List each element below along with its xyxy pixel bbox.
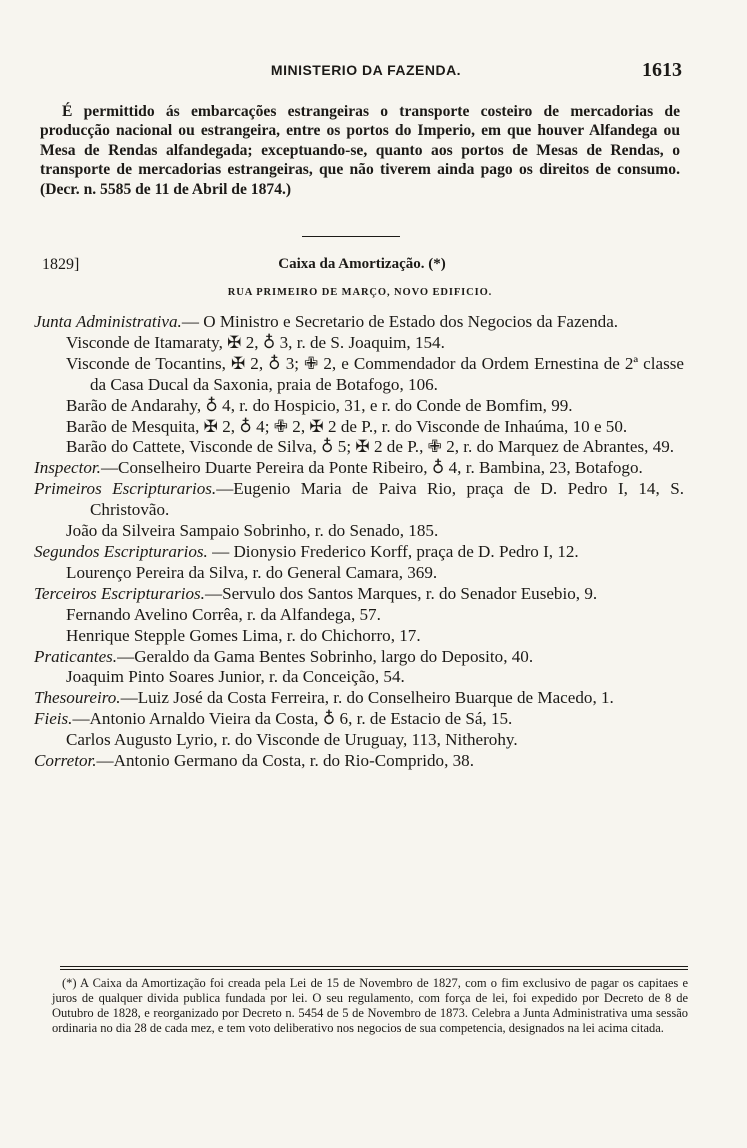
list-item — [34, 584, 684, 605]
page-number: 1613 — [642, 59, 682, 81]
entry-text: Barão de Andarahy, ♁ 4, r. do Hospicio, 31, e r. do Conde de Bomfim, 99. — [66, 395, 573, 415]
list-item — [34, 354, 684, 396]
list-item — [34, 542, 684, 563]
entry-text: —Servulo dos Santos Marques, r. do Senador Eusebio, 9. — [204, 583, 598, 603]
list-item — [34, 626, 684, 647]
entry-text: Carlos Augusto Lyrio, r. do Visconde de Uruguay, 113, Nitherohy. — [66, 730, 518, 750]
entry-text: João da Silveira Sampaio Sobrinho, r. do Senado, 185. — [66, 521, 439, 541]
entry-text: — Dionysio Frederico Korff, praça de D. Pedro I, 12. — [207, 541, 579, 561]
list-item — [34, 437, 684, 458]
list-item — [34, 333, 684, 354]
entry-text: —Antonio Arnaldo Vieira da Costa, ♁ 6, r. de Estacio de Sá, 15. — [72, 709, 513, 729]
role-label: Fieis. — [34, 709, 73, 729]
list-item — [34, 396, 684, 417]
list-item — [34, 647, 684, 668]
list-item — [34, 521, 684, 542]
entry-text: Visconde de Tocantins, ✠ 2, ♁ 3; ✙ 2, e Commendador da Ordem Ernestina de 2ª classe da Casa Ducal da Saxonia, praia de Botafogo, 106. — [66, 353, 684, 394]
running-header — [50, 59, 682, 86]
entry-text: Henrique Stepple Gomes Lima, r. do Chichorro, 17. — [66, 625, 421, 645]
entry-text: — O Ministro e Secretario de Estado dos Negocios da Fazenda. — [181, 312, 619, 331]
section-title: Caixa da Amortização. (*) — [278, 256, 446, 272]
list-item — [34, 688, 684, 709]
footnote-divider — [60, 966, 688, 970]
entry-text: —Conselheiro Duarte Pereira da Ponte Ribeiro, ♁ 4, r. Bambina, 23, Botafogo. — [100, 458, 643, 478]
list-item — [34, 563, 684, 584]
role-label: Junta Administrativa. — [34, 312, 182, 331]
role-label: Thesoureiro. — [34, 688, 121, 708]
section-address: RUA PRIMEIRO DE MARÇO, NOVO EDIFICIO. — [227, 287, 493, 298]
entry-text: Barão de Mesquita, ✠ 2, ♁ 4; ✙ 2, ✠ 2 de P., r. do Visconde de Inhaúma, 10 e 50. — [66, 416, 628, 436]
section-code: 1829] — [42, 256, 80, 273]
role-label: Praticantes. — [34, 646, 118, 666]
section-heading — [42, 256, 682, 278]
list-item — [34, 730, 684, 751]
footnote: (*) A Caixa da Amortização foi creada pela Lei de 15 de Novembro de 1827, com o fim exclusivo de pagar os capitaes e juros de qualquer divida publica fundada por lei. O seu regulamento, com força de lei, foi expedido por Decreto de 8 de Outubro de 1828, e reorganizado por Decreto n. 5454 de 5 de Novembro de 1873. Celebra a Junta Administrativa uma sessão ordinaria no dia 28 de cada mez, e tem voto deliberativo nos negocios de sua competencia, designados na lei acima citada. — [52, 976, 688, 1035]
role-label: Segundos Escripturarios. — [34, 541, 208, 561]
section-divider — [302, 236, 400, 237]
list-item — [34, 479, 684, 521]
entry-text: Lourenço Pereira da Silva, r. do General Camara, 369. — [66, 562, 438, 582]
list-item — [34, 312, 684, 333]
list-item — [34, 709, 684, 730]
list-item — [34, 417, 684, 438]
entry-text: Barão do Cattete, Visconde de Silva, ♁ 5; ✠ 2 de P., ✙ 2, r. do Marquez de Abrantes, 49. — [66, 437, 675, 457]
entry-text: —Eugenio Maria de Paiva Rio, praça de D. Pedro I, 14, S. Christovão. — [90, 479, 684, 520]
entry-text: Visconde de Itamaraty, ✠ 2, ♁ 3, r. de S. Joaquim, 154. — [66, 332, 445, 352]
role-label: Terceiros Escripturarios. — [34, 583, 205, 603]
entry-text: —Luiz José da Costa Ferreira, r. do Conselheiro Buarque de Macedo, 1. — [120, 688, 614, 708]
intro-paragraph: É permittido ás embarcações estrangeiras o transporte costeiro de mercadorias de producção nacional ou estrangeira, entre os portos do Imperio, em que houver Alfandega ou Mesa de Rendas alfandegada; exceptuando-se, quanto aos portos de Mesas de Rendas, o transporte de mercadorias estrangeiras, que não tiverem ainda pago os direitos de consumo. (Decr. n. 5585 de 11 de Abril de 1874.) — [40, 103, 680, 198]
role-label: Primeiros Escripturarios. — [34, 479, 217, 499]
entry-text: —Antonio Germano da Costa, r. do Rio-Comprido, 38. — [96, 751, 475, 771]
running-title: MINISTERIO DA FAZENDA. — [270, 62, 462, 78]
list-item — [34, 667, 684, 688]
list-item — [34, 458, 684, 479]
staff-list — [34, 312, 684, 772]
entry-text: Joaquim Pinto Soares Junior, r. da Conceição, 54. — [66, 667, 405, 687]
entry-text: Fernando Avelino Corrêa, r. da Alfandega, 57. — [66, 604, 381, 624]
list-item — [34, 605, 684, 626]
list-item — [34, 751, 684, 772]
role-label: Corretor. — [34, 751, 97, 771]
role-label: Inspector. — [34, 458, 101, 478]
entry-text: —Geraldo da Gama Bentes Sobrinho, largo do Deposito, 40. — [117, 646, 534, 666]
